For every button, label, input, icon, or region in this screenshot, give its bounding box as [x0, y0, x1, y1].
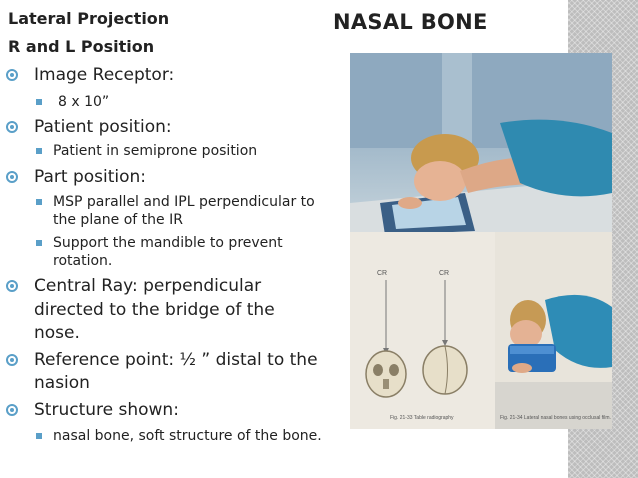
photo-diagrams-and-patient	[350, 232, 612, 429]
circle-bullet-icon	[6, 404, 18, 416]
sub-bullet-msp: MSP parallel and IPL perpendicular to	[36, 193, 315, 212]
bullet-patient-position: Patient position:	[6, 117, 172, 138]
cr-label-left: CR	[377, 270, 388, 277]
fig-caption-3: Fig. 21-34 Lateral nasal bones using occlusal film.	[500, 415, 611, 421]
circle-bullet-icon	[6, 280, 18, 292]
fig-caption-2: Fig. 21-33 Table radiography	[390, 415, 454, 421]
bullet-structure-shown: Structure shown:	[6, 400, 179, 421]
patient-semiprone-illustration	[350, 53, 612, 235]
bullet-image-receptor: Image Receptor:	[6, 65, 174, 86]
circle-bullet-icon	[6, 354, 18, 366]
cr-label-right: CR	[439, 270, 450, 277]
square-bullet-icon	[36, 240, 42, 246]
square-bullet-icon	[36, 433, 42, 439]
sub-bullet-receptor-size: 8 x 10”	[36, 93, 109, 112]
circle-bullet-icon	[6, 171, 18, 183]
sub-bullet-nasal-bone: nasal bone, soft structure of the bone.	[36, 427, 322, 446]
bullet-central-ray-cont2: nose.	[34, 323, 80, 343]
bullet-part-position: Part position:	[6, 167, 146, 188]
skull-diagrams-illustration	[350, 232, 612, 429]
subtitle-lateral-projection: Lateral Projection	[8, 9, 170, 28]
photo-patient-semiprone	[350, 53, 612, 235]
sub-bullet-semiprone: Patient in semiprone position	[36, 142, 257, 161]
sub-bullet-support-mandible-cont: rotation.	[53, 253, 113, 269]
circle-bullet-icon	[6, 121, 18, 133]
slide-title: NASAL BONE	[333, 10, 488, 34]
subtitle-position: R and L Position	[8, 37, 155, 56]
square-bullet-icon	[36, 199, 42, 205]
bullet-reference-point: Reference point: ½ ” distal to the	[6, 350, 318, 371]
square-bullet-icon	[36, 148, 42, 154]
bullet-central-ray-cont1: directed to the bridge of the	[34, 300, 275, 320]
sub-bullet-support-mandible: Support the mandible to prevent	[36, 234, 283, 253]
square-bullet-icon	[36, 99, 42, 105]
bullet-central-ray: Central Ray: perpendicular	[6, 276, 261, 297]
circle-bullet-icon	[6, 69, 18, 81]
bullet-reference-point-cont: nasion	[34, 373, 90, 393]
sub-bullet-msp-cont: the plane of the IR	[53, 212, 183, 228]
